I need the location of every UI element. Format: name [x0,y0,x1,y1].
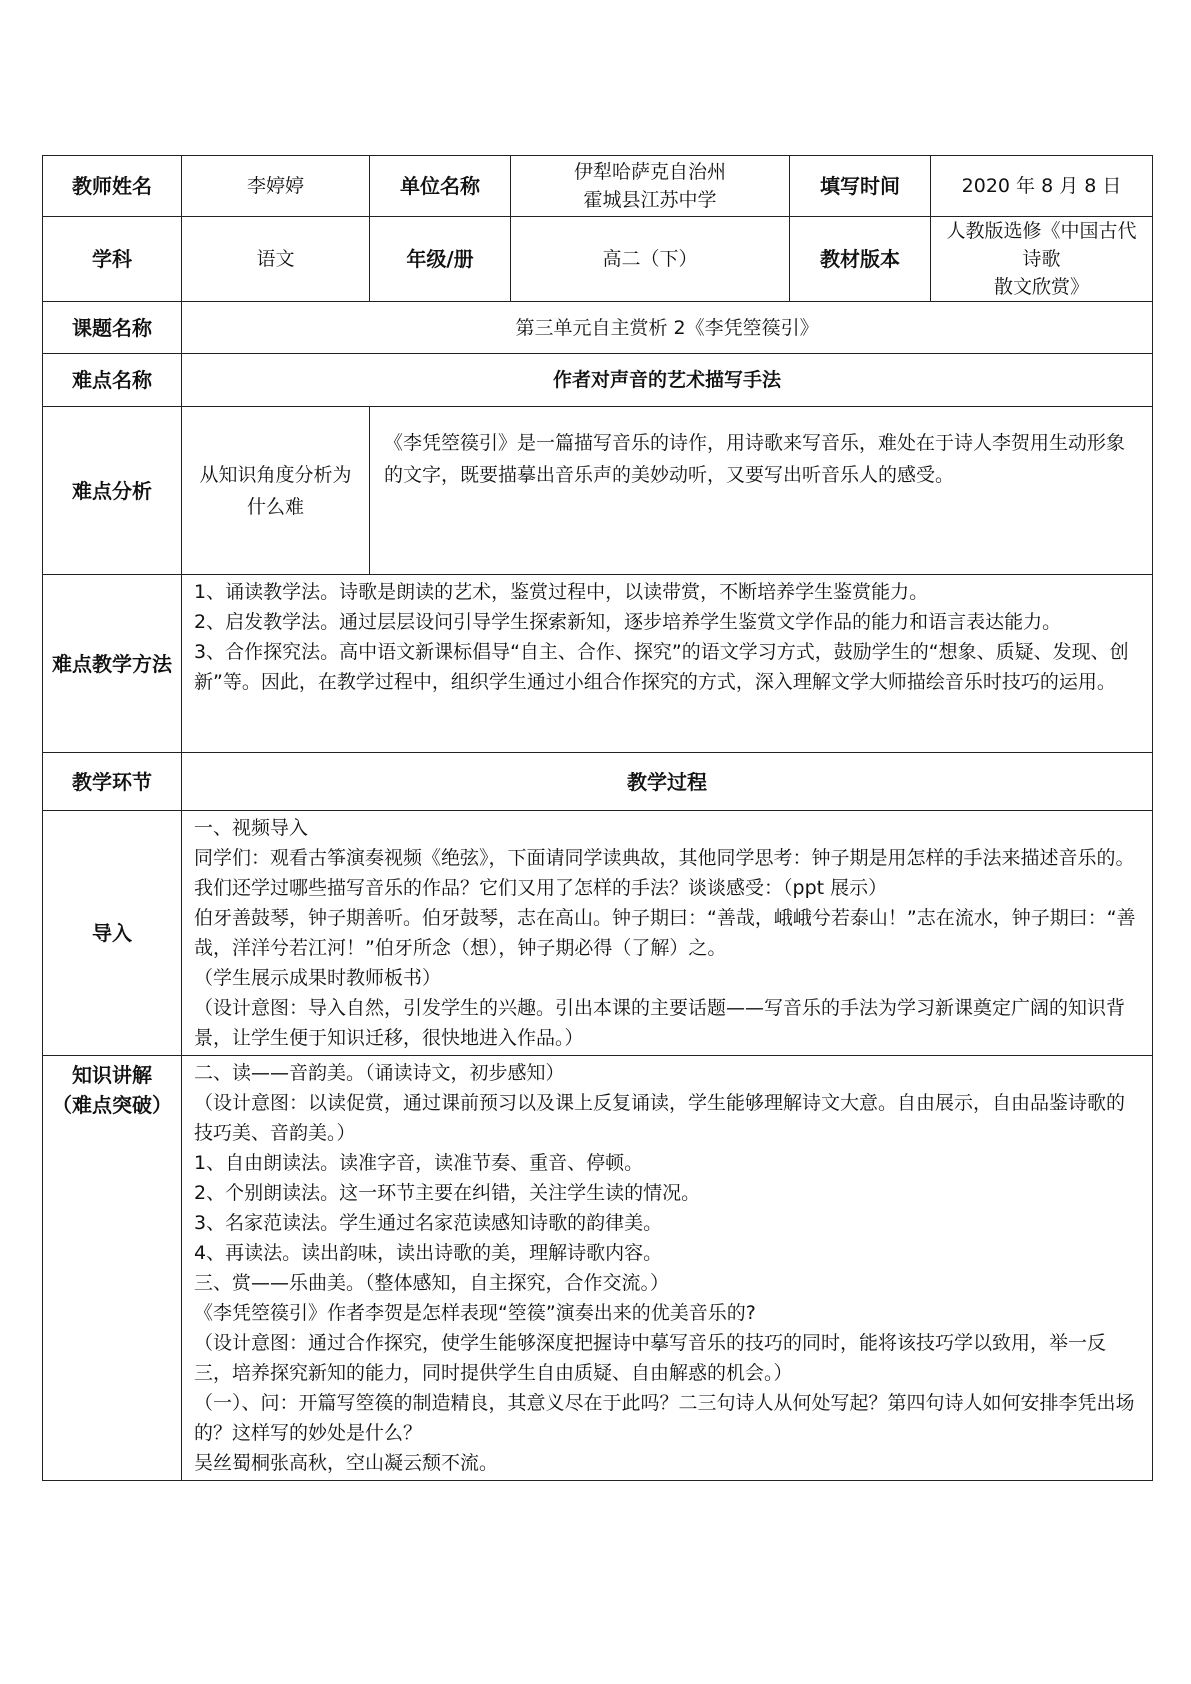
analysis-text [370,407,1153,575]
row-knowledge [43,1056,1153,1481]
textbook-value [931,217,1153,302]
unit-value-line2: 霍城县江苏中学 [583,189,717,211]
knowledge-line: 1、自由朗读法。读准字音，读准节奏、重音、停顿。 [194,1152,644,1174]
intro-line: 一、视频导入 [194,817,309,839]
process-header-label: 教学过程 [182,753,1153,811]
intro-line: 同学们：观看古筝演奏视频《绝弦》，下面请同学读典故，其他同学思考：钟子期是用怎样的手法来描述音乐的。我们还学过哪些描写音乐的作品？它们又用了怎样的手法？谈谈感受：（ppt 展示） [194,847,1135,899]
unit-value-line1: 伊犁哈萨克自治州 [574,161,727,183]
topic-value: 第三单元自主赏析 2《李凭箜篌引》 [182,302,1153,354]
difficulty-value: 作者对声音的艺术描写手法 [182,354,1153,407]
knowledge-line: 吴丝蜀桐张高秋，空山凝云颓不流。 [194,1452,499,1474]
methods-label: 难点教学方法 [43,575,182,753]
date-value: 2020 年 8 月 8 日 [931,156,1153,217]
knowledge-label-line2: （难点突破） [52,1093,172,1117]
intro-line: （学生展示成果时教师板书） [194,967,442,989]
analysis-sublabel-line1: 从知识角度分析为 [199,463,352,486]
knowledge-line: 二、读——音韵美。（诵读诗文，初步感知） [194,1062,565,1084]
methods-content [182,575,1153,753]
knowledge-line: 2、个别朗读法。这一环节主要在纠错，关注学生读的情况。 [194,1182,701,1204]
grade-label: 年级/册 [370,217,511,302]
intro-content [182,811,1153,1056]
analysis-label: 难点分析 [43,407,182,575]
teacher-value: 李婷婷 [182,156,370,217]
knowledge-line: （一）、问：开篇写箜篌的制造精良，其意义尽在于此吗？二三句诗人从何处写起？第四句诗人如何安排李凭出场的？这样写的妙处是什么？ [194,1392,1135,1444]
lesson-plan-table [42,155,1153,1481]
knowledge-line: 三、赏——乐曲美。（整体感知，自主探究，合作交流。） [194,1272,670,1294]
unit-value [511,156,790,217]
knowledge-line: （设计意图：通过合作探究，使学生能够深度把握诗中摹写音乐的技巧的同时，能将该技巧学以致用，举一反三，培养探究新知的能力，同时提供学生自由质疑、自由解惑的机会。） [194,1332,1107,1384]
topic-label: 课题名称 [43,302,182,354]
knowledge-line: （设计意图：以读促赏，通过课前预习以及课上反复诵读，学生能够理解诗文大意。自由展示，自由品鉴诗歌的技巧美、音韵美。） [194,1092,1126,1144]
unit-label: 单位名称 [370,156,511,217]
row-intro [43,811,1153,1056]
row-methods [43,575,1153,753]
knowledge-label [43,1056,182,1481]
date-label: 填写时间 [790,156,931,217]
subject-label: 学科 [43,217,182,302]
row-teacher [43,156,1153,217]
knowledge-content [182,1056,1153,1481]
lesson-plan-sheet [42,155,1152,1481]
subject-value: 语文 [182,217,370,302]
row-topic [43,302,1153,354]
knowledge-line: 3、名家范读法。学生通过名家范读感知诗歌的韵律美。 [194,1212,663,1234]
intro-line: 伯牙善鼓琴，钟子期善听。伯牙鼓琴，志在高山。钟子期曰：“善哉，峨峨兮若泰山！”志在流水，钟子期曰：“善哉，洋洋兮若江河！”伯牙所念（想），钟子期必得（了解）之。 [194,907,1136,959]
textbook-value-line2: 散文欣赏》 [994,276,1090,298]
textbook-label: 教材版本 [790,217,931,302]
intro-label: 导入 [43,811,182,1056]
method-item: 1、诵读教学法。诗歌是朗读的艺术，鉴赏过程中，以读带赏，不断培养学生鉴赏能力。 [194,581,929,603]
method-item: 3、合作探究法。高中语文新课标倡导“自主、合作、探究”的语文学习方式，鼓励学生的“想象、质疑、发现、创新”等。因此，在教学过程中，组织学生通过小组合作探究的方式，深入理解文学大师描绘音乐时技巧的运用。 [194,641,1129,693]
row-analysis [43,407,1153,575]
knowledge-label-line1: 知识讲解 [72,1063,152,1087]
knowledge-line: 《李凭箜篌引》作者李贺是怎样表现“箜篌”演奏出来的优美音乐的? [194,1302,756,1324]
analysis-paragraph: 《李凭箜篌引》是一篇描写音乐的诗作，用诗歌来写音乐，难处在于诗人李贺用生动形象的文字，既要描摹出音乐声的美妙动听，又要写出听音乐人的感受。 [384,432,1126,486]
row-subject [43,217,1153,302]
knowledge-line: 4、再读法。读出韵味，读出诗歌的美，理解诗歌内容。 [194,1242,663,1264]
stage-header-label: 教学环节 [43,753,182,811]
intro-line: （设计意图：导入自然，引发学生的兴趣。引出本课的主要话题——写音乐的手法为学习新课奠定广阔的知识背景，让学生便于知识迁移，很快地进入作品。） [194,997,1126,1049]
analysis-sublabel-line2: 什么难 [246,495,304,518]
analysis-sublabel [182,407,370,575]
textbook-value-line1: 人教版选修《中国古代诗歌 [946,220,1137,270]
method-item: 2、启发教学法。通过层层设问引导学生探索新知，逐步培养学生鉴赏文学作品的能力和语言表达能力。 [194,611,1062,633]
row-process-header [43,753,1153,811]
grade-value: 高二（下） [511,217,790,302]
teacher-label: 教师姓名 [43,156,182,217]
difficulty-label: 难点名称 [43,354,182,407]
row-difficulty [43,354,1153,407]
